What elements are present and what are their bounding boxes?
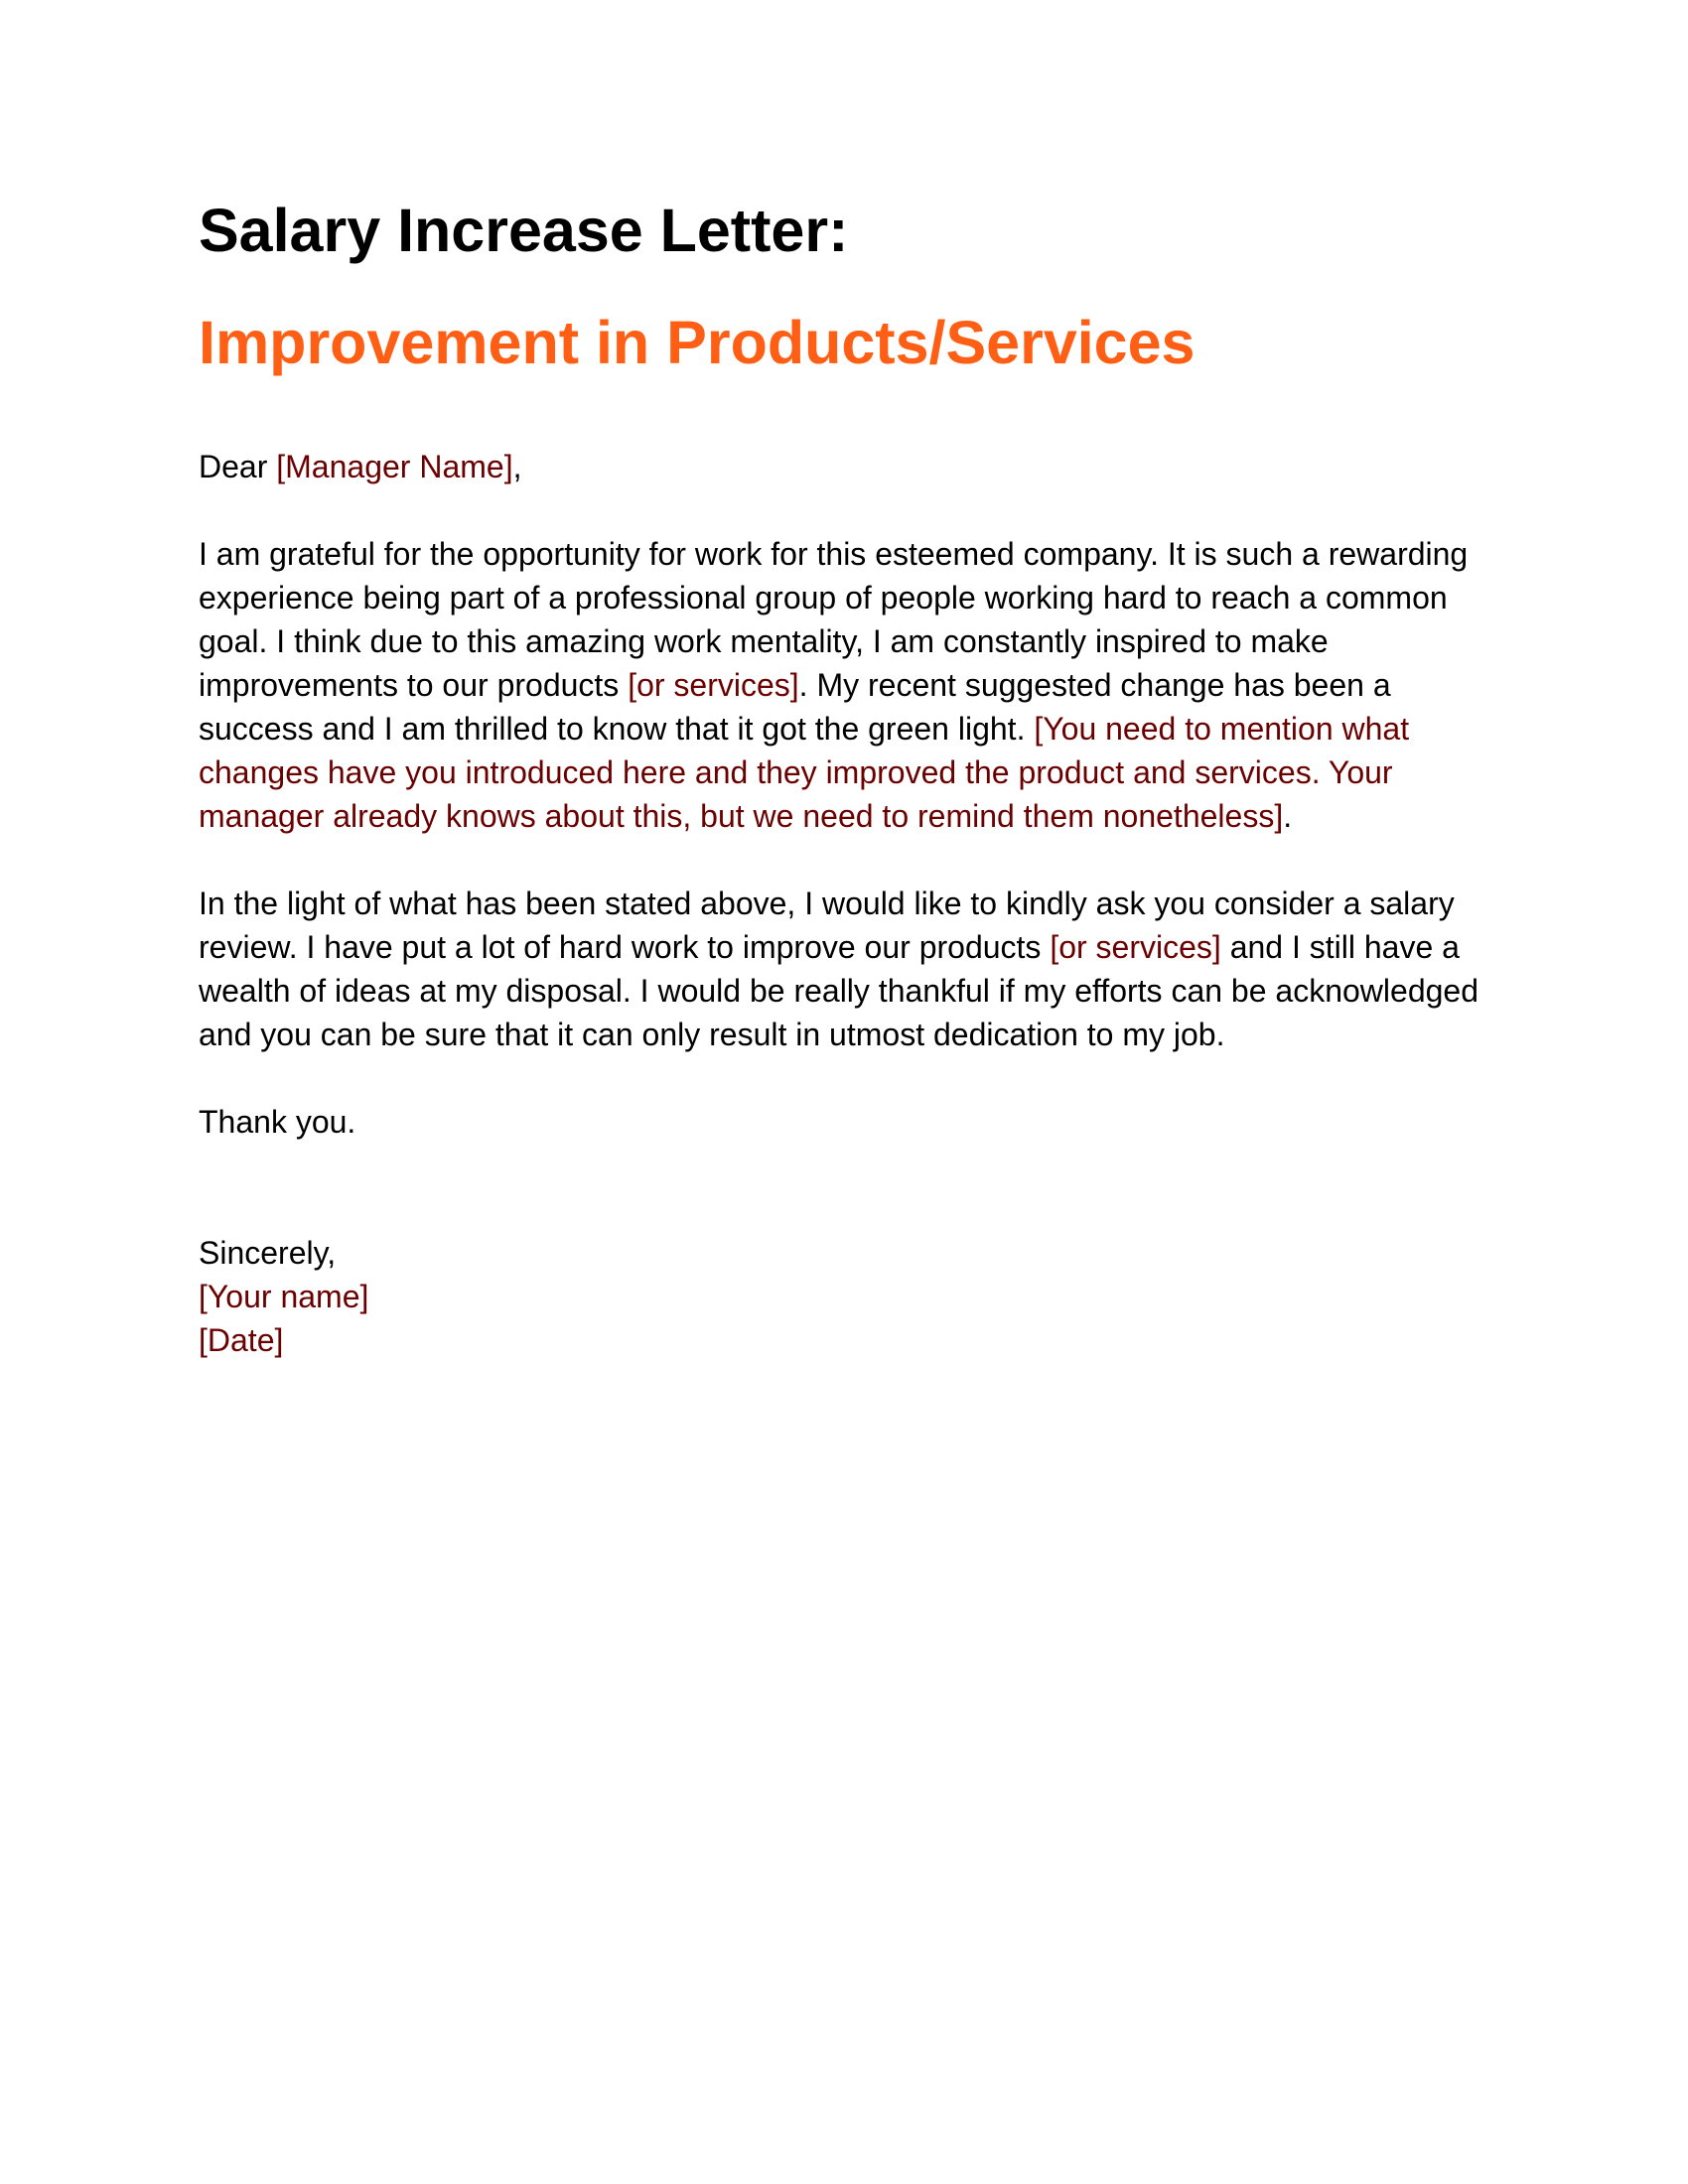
- thank-you-line: Thank you.: [199, 1104, 356, 1141]
- paragraph-gratitude: [199, 532, 1509, 838]
- paragraph-1-text-b: . My recent suggested change has been a success and I am thrilled to know that it got the green light.: [199, 667, 1391, 748]
- letter-page: [199, 195, 1509, 1362]
- paragraph-1-text-a: I am grateful for the opportunity for work for this esteemed company. It is such a rewarding experience being part of a professional group of people working hard to reach a common goal. I think due to this amazing work mentality, I am constantly inspired to make improvements to our products: [199, 536, 1469, 704]
- signature-block: [199, 1231, 1509, 1362]
- sincerely-line: Sincerely,: [199, 1235, 337, 1272]
- manager-name-placeholder: [Manager Name]: [276, 449, 513, 485]
- changes-placeholder: [You need to mention what changes have you introduced here and they improved the product and services. Your manager already knows about this, but we need to remind them nonetheless]: [199, 711, 1410, 835]
- your-name-placeholder: [Your name]: [199, 1279, 369, 1315]
- paragraph-request: [199, 882, 1509, 1056]
- paragraph-1-text-c: .: [1283, 798, 1293, 835]
- paragraph-2-text-a: In the light of what has been stated above, I would like to kindly ask you consider a salary review. I have put a lot of hard work to improve our products: [199, 886, 1455, 966]
- greeting: [199, 445, 1509, 488]
- date-placeholder: [Date]: [199, 1322, 284, 1359]
- paragraph-2-text-b: and I still have a wealth of ideas at my disposal. I would be really thankful if my efforts can be acknowledged and you can be sure that it can only result in utmost dedication to my job.: [199, 929, 1478, 1053]
- greeting-prefix: Dear: [199, 449, 277, 485]
- services-placeholder: [or services]: [1050, 929, 1221, 966]
- services-placeholder: [or services]: [628, 667, 799, 704]
- letter-subtitle: Improvement in Products/Services: [199, 309, 1196, 377]
- letter-title: Salary Increase Letter:: [199, 197, 849, 264]
- greeting-suffix: ,: [512, 449, 522, 485]
